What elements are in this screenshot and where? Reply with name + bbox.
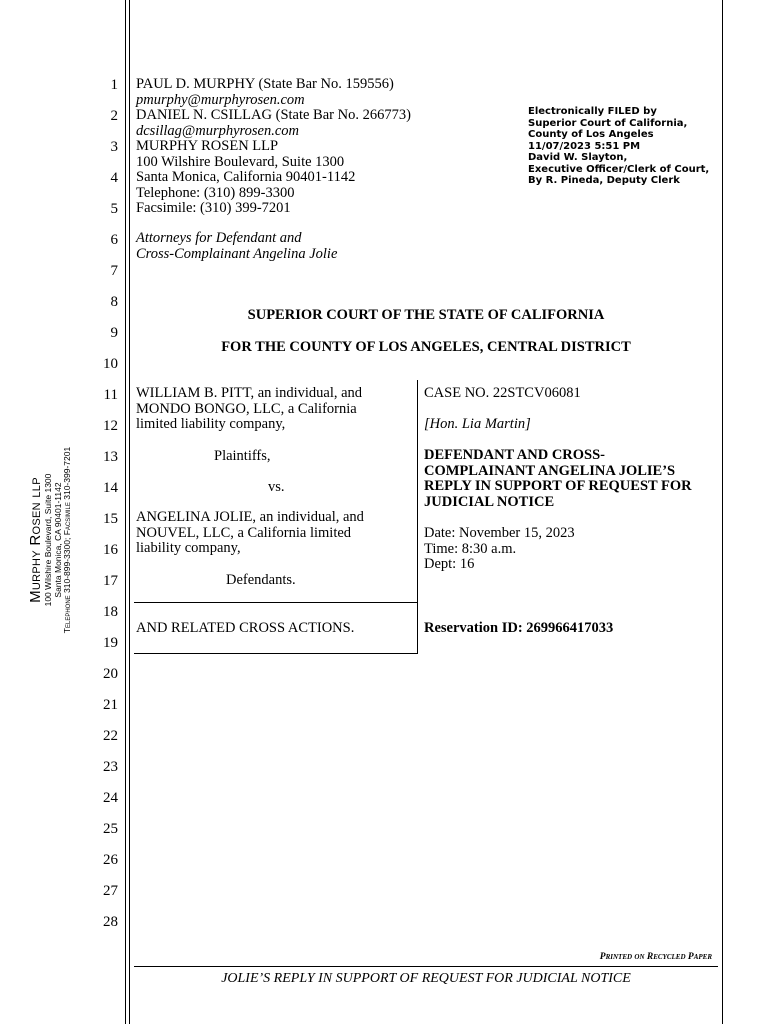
sidebar-address-1: 100 Wilshire Boulevard, Suite 1300	[42, 473, 53, 607]
defendants-line-1: ANGELINA JOLIE, an individual, and	[136, 509, 364, 525]
reservation-id: Reservation ID: 269966417033	[424, 620, 614, 636]
line-number: 11	[103, 387, 118, 403]
line-number: 27	[103, 883, 118, 899]
hearing-dept: Dept: 16	[424, 556, 475, 572]
line-number: 5	[110, 201, 118, 217]
firm-facsimile: Facsimile: (310) 399-7201	[136, 200, 291, 216]
line-number: 2	[110, 108, 118, 124]
caption-vertical-rule	[417, 380, 418, 654]
line-number: 20	[103, 666, 118, 682]
line-number: 19	[103, 635, 118, 651]
line-number: 18	[103, 604, 118, 620]
line-number: 3	[110, 139, 118, 155]
line-number: 12	[103, 418, 118, 434]
sidebar-phones: Telephone 310-899-3300; Facsimile 310-399-7201	[61, 446, 72, 634]
attorneys-for-line-1: Attorneys for Defendant and	[136, 230, 302, 246]
defendants-label: Defendants.	[226, 572, 296, 588]
attorney-2: DANIEL N. CSILLAG (State Bar No. 266773)	[136, 107, 411, 123]
line-number: 17	[103, 573, 118, 589]
line-number: 28	[103, 914, 118, 930]
attorney-1: PAUL D. MURPHY (State Bar No. 159556)	[136, 76, 394, 92]
line-number: 24	[103, 790, 118, 806]
left-margin-rule-inner	[129, 0, 130, 1024]
counsel-block	[136, 77, 411, 217]
court-county: FOR THE COUNTY OF LOS ANGELES, CENTRAL DISTRICT	[221, 339, 631, 355]
plaintiffs-label: Plaintiffs,	[214, 448, 271, 464]
line-number: 4	[110, 170, 118, 186]
caption-defendants	[136, 510, 364, 557]
filing-stamp-line: Electronically FILED by	[528, 106, 657, 117]
filing-stamp	[528, 106, 709, 187]
plaintiffs-line-1: WILLIAM B. PITT, an individual, and	[136, 385, 363, 401]
plaintiffs-line-2: MONDO BONGO, LLC, a California	[136, 400, 357, 417]
document-title-line-4: JUDICIAL NOTICE	[424, 493, 555, 510]
line-number: 25	[103, 821, 118, 837]
document-title-line-3: REPLY IN SUPPORT OF REQUEST FOR	[424, 478, 692, 494]
firm-name: MURPHY ROSEN LLP	[136, 138, 279, 154]
hearing-date: Date: November 15, 2023	[424, 525, 575, 541]
sidebar-address-2: Santa Monica, CA 90401-1142	[52, 482, 63, 598]
filing-stamp-line: 11/07/2023 5:51 PM	[528, 140, 641, 152]
line-number: 21	[103, 697, 118, 713]
versus: vs.	[268, 479, 285, 495]
attorneys-for	[136, 231, 337, 262]
line-number: 26	[103, 852, 118, 868]
right-margin-rule	[722, 0, 723, 1024]
firm-address-1: 100 Wilshire Boulevard, Suite 1300	[136, 153, 345, 170]
line-number: 14	[103, 480, 118, 496]
defendants-line-2: NOUVEL, LLC, a California limited	[136, 524, 352, 541]
line-number: 23	[103, 759, 118, 775]
line-number: 6	[110, 232, 118, 248]
case-number: CASE NO. 22STCV06081	[424, 385, 581, 401]
filing-stamp-line: David W. Slayton,	[528, 152, 628, 163]
caption-plaintiffs	[136, 386, 362, 433]
line-number: 10	[103, 356, 118, 372]
related-actions: AND RELATED CROSS ACTIONS.	[136, 620, 355, 636]
filing-stamp-line: Executive Officer/Clerk of Court,	[528, 163, 710, 175]
document-title	[424, 448, 692, 510]
hearing-time: Time: 8:30 a.m.	[424, 540, 517, 557]
plaintiffs-line-3: limited liability company,	[136, 416, 286, 432]
line-number: 13	[103, 449, 118, 465]
footer-rule	[134, 966, 718, 967]
recycled-paper-note: Printed on Recycled Paper	[599, 952, 712, 962]
filing-stamp-line: Superior Court of California,	[528, 117, 688, 129]
document-title-line-1: DEFENDANT AND CROSS-	[424, 447, 606, 463]
court-name: SUPERIOR COURT OF THE STATE OF CALIFORNIA	[247, 307, 605, 323]
line-number: 7	[110, 263, 118, 279]
attorney-2-email: dcsillag@murphyrosen.com	[136, 122, 300, 139]
caption-bottom-rule	[134, 653, 418, 654]
defendants-line-3: liability company,	[136, 540, 241, 556]
firm-address-2: Santa Monica, California 90401-1142	[136, 169, 356, 185]
attorneys-for-line-2: Cross-Complainant Angelina Jolie	[136, 245, 338, 262]
judge-name: [Hon. Lia Martin]	[424, 416, 531, 432]
filing-stamp-line: County of Los Angeles	[528, 129, 654, 140]
firm-sidebar	[28, 447, 73, 633]
line-number: 8	[110, 294, 118, 310]
left-margin-rule-outer	[125, 0, 126, 1024]
document-title-line-2: COMPLAINANT ANGELINA JOLIE’S	[424, 462, 676, 479]
line-number: 1	[110, 77, 118, 93]
hearing-info	[424, 526, 575, 573]
line-number: 22	[103, 728, 118, 744]
line-number: 9	[110, 325, 118, 341]
sidebar-firm-name: Murphy Rosen llp	[26, 477, 44, 603]
caption-divider	[134, 602, 418, 603]
line-number: 16	[103, 542, 118, 558]
firm-telephone: Telephone: (310) 899-3300	[136, 184, 295, 201]
footer-title: JOLIE’S REPLY IN SUPPORT OF REQUEST FOR JUDICIAL NOTICE	[221, 971, 631, 986]
filing-stamp-line: By R. Pineda, Deputy Clerk	[528, 175, 680, 186]
attorney-1-email: pmurphy@murphyrosen.com	[136, 91, 305, 108]
line-number: 15	[103, 511, 118, 527]
